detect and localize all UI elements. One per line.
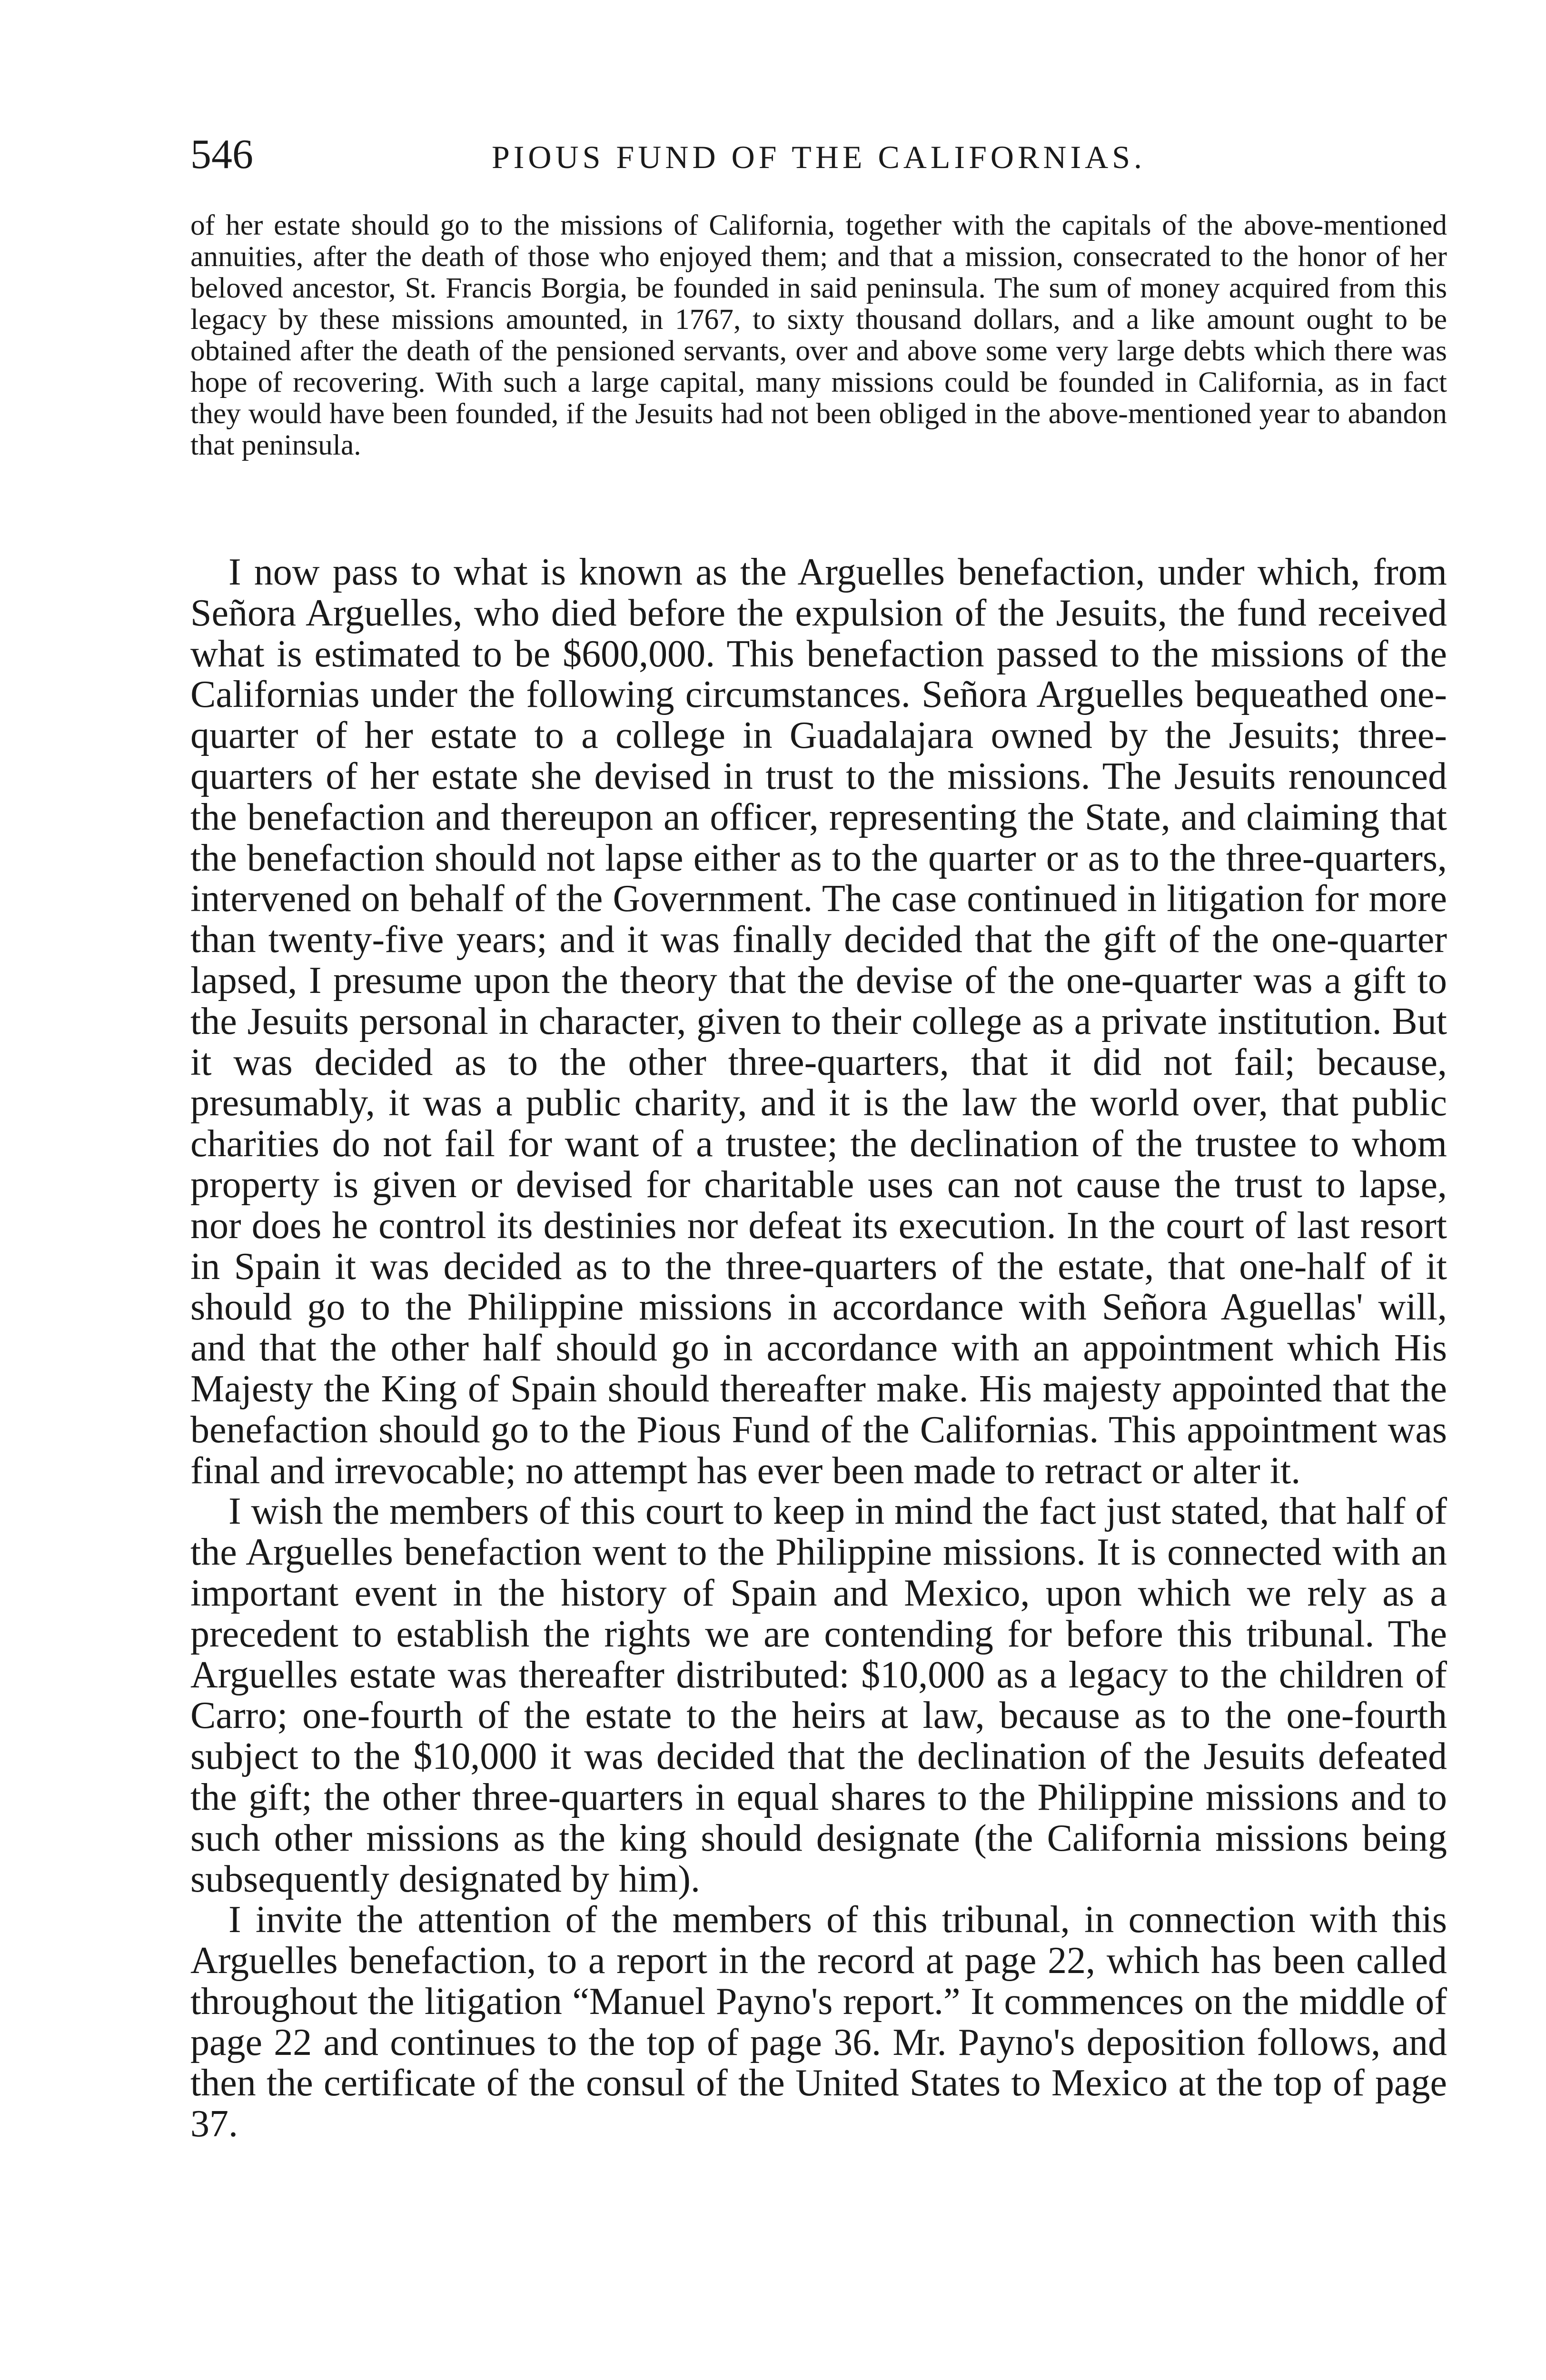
paragraph-payno-report: I invite the attention of the members of this tribunal, in connection with this Arguelles benefaction, to a report in the record at page 22, which has been called throughout the litigation “Manuel Payno's report.” It commences on the middle of page 22 and continues to the top of page 36. Mr. Payno's deposition follows, and then the certificate of the consul of the United States to Mexico at the top of page 37. [190, 1899, 1447, 2145]
document-page [190, 0, 1447, 2380]
paragraph-philippine-missions: I wish the members of this court to keep in mind the fact just stated, that half of the Arguelles benefaction went to the Philippine missions. It is connected with an important event in the history of Spain and Mexico, upon which we rely as a precedent to establish the rights we are contending for before this tribunal. The Arguelles estate was thereafter distributed: $10,000 as a legacy to the children of Carro; one-fourth of the estate to the heirs at law, because as to the one-fourth subject to the $10,000 it was decided that the declination of the Jesuits defeated the gift; the other three-quarters in equal shares to the Philippine missions and to such other missions as the king should designate (the California missions being subsequently designated by him). [190, 1490, 1447, 1900]
page-number: 546 [190, 131, 253, 178]
paragraph-arguelles-benefaction: I now pass to what is known as the Arguelles benefaction, under which, from Señora Arguelles, who died before the expulsion of the Jesuits, the fund received what is estimated to be $600,000. This benefaction passed to the missions of the Californias under the following circumstances. Señora Arguelles bequeathed one-quarter of her estate to a college in Guadalajara owned by the Jesuits; three-quarters of her estate she devised in trust to the missions. The Jesuits renounced the benefaction and thereupon an officer, representing the State, and claiming that the benefaction should not lapse either as to the quarter or as to the three-quarters, intervened on behalf of the Government. The case continued in litigation for more than twenty-five years; and it was finally decided that the gift of the one-quarter lapsed, I presume upon the theory that the devise of the one-quarter was a gift to the Jesuits personal in character, given to their college as a private institution. But it was decided as to the other three-quarters, that it did not fail; because, presumably, it was a public charity, and it is the law the world over, that public charities do not fail for want of a trustee; the declination of the trustee to whom property is given or devised for charitable uses can not cause the trust to lapse, nor does he control its destinies nor defeat its execution. In the court of last resort in Spain it was decided as to the three-quarters of the estate, that one-half of it should go to the Philippine missions in accordance with Señora Aguellas' will, and that the other half should go in accordance with an appointment which His Majesty the King of Spain should thereafter make. His majesty appointed that the benefaction should go to the Pious Fund of the Californias. This appointment was final and irrevocable; no attempt has ever been made to retract or alter it. [190, 551, 1447, 1492]
quoted-extract [190, 209, 1447, 461]
body-text [190, 552, 1447, 2145]
page-header [190, 129, 1447, 186]
running-title: PIOUS FUND OF THE CALIFORNIAS. [491, 139, 1146, 175]
extract-paragraph: of her estate should go to the missions of California, together with the capitals of the above-mentioned annuities, after the death of those who enjoyed them; and that a mission, consecrated to the honor of her beloved ancestor, St. Francis Borgia, be founded in said peninsula. The sum of money acquired from this legacy by these missions amounted, in 1767, to sixty thousand dollars, and a like amount ought to be obtained after the death of the pensioned servants, over and above some very large debts which there was hope of recovering. With such a large capital, many missions could be founded in California, as in fact they would have been founded, if the Jesuits had not been obliged in the above-mentioned year to abandon that peninsula. [190, 209, 1447, 461]
